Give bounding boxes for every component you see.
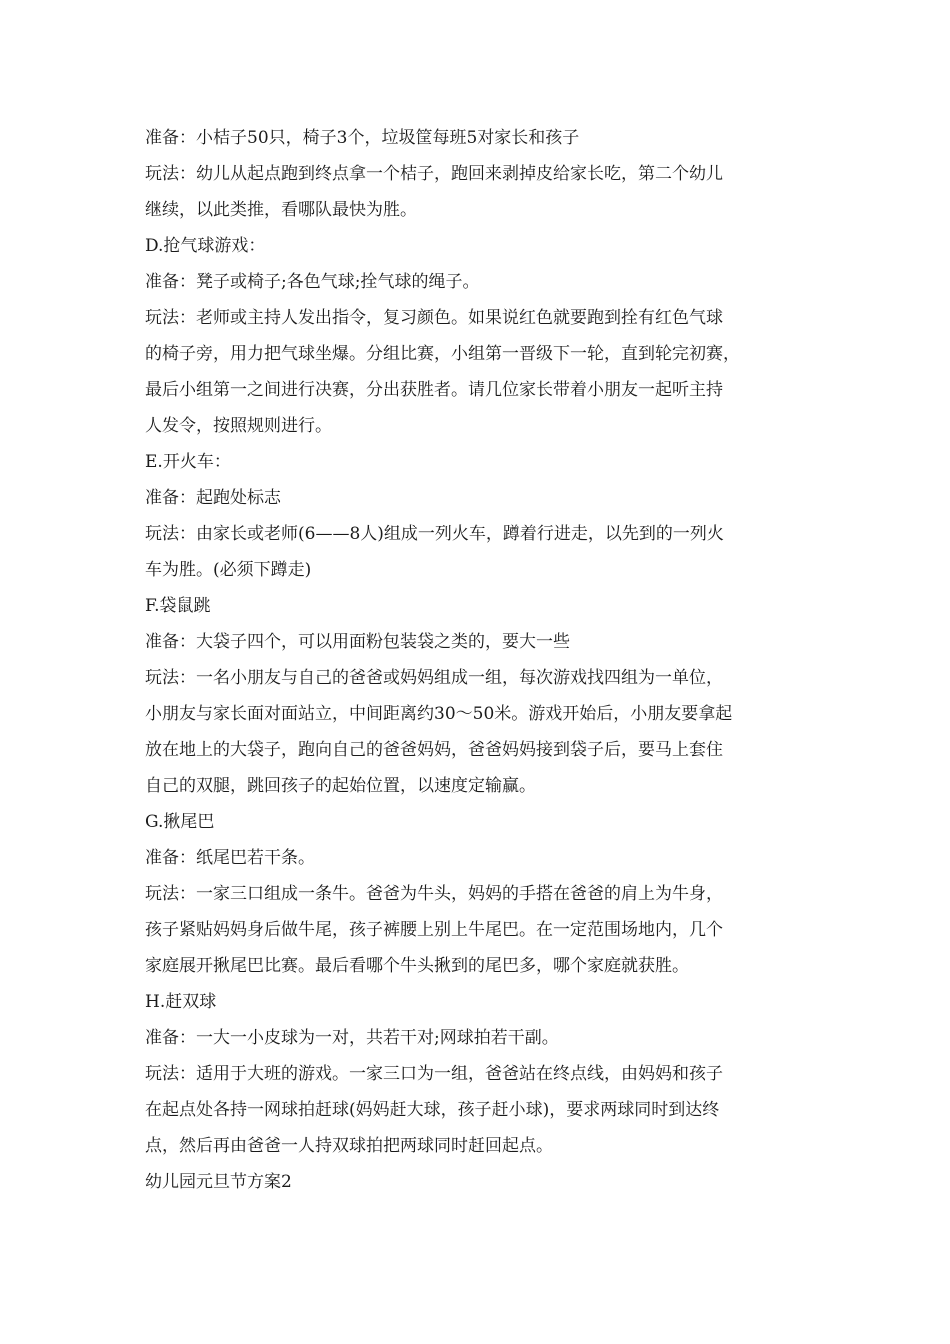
text-line: 放在地上的大袋子，跑向自己的爸爸妈妈，爸爸妈妈接到袋子后，要马上套住 <box>145 740 723 760</box>
text-line: 点，然后再由爸爸一人持双球拍把两球同时赶回起点。 <box>145 1136 553 1156</box>
text-line: 准备：一大一小皮球为一对，共若干对;网球拍若干副。 <box>145 1028 559 1048</box>
document-body <box>145 120 815 1200</box>
section-heading: G.揪尾巴 <box>145 812 215 832</box>
text-line: 小朋友与家长面对面站立，中间距离约30～50米。游戏开始后，小朋友要拿起 <box>145 704 733 724</box>
text-line: 家庭展开揪尾巴比赛。最后看哪个牛头揪到的尾巴多，哪个家庭就获胜。 <box>145 956 689 976</box>
text-line: 人发令，按照规则进行。 <box>145 416 332 436</box>
text-line: 玩法：老师或主持人发出指令，复习颜色。如果说红色就要跑到拴有红色气球 <box>145 308 723 328</box>
text-line: 玩法：适用于大班的游戏。一家三口为一组，爸爸站在终点线，由妈妈和孩子 <box>145 1064 723 1084</box>
text-line: 最后小组第一之间进行决赛，分出获胜者。请几位家长带着小朋友一起听主持 <box>145 380 723 400</box>
text-line: 准备：小桔子50只，椅子3个，垃圾筐每班5对家长和孩子 <box>145 128 580 148</box>
text-line: 孩子紧贴妈妈身后做牛尾，孩子裤腰上别上牛尾巴。在一定范围场地内，几个 <box>145 920 723 940</box>
text-line: 准备：纸尾巴若干条。 <box>145 848 315 868</box>
text-line: 准备：起跑处标志 <box>145 488 281 508</box>
text-line: 的椅子旁，用力把气球坐爆。分组比赛，小组第一晋级下一轮，直到轮完初赛， <box>145 344 740 364</box>
text-line: 继续，以此类推，看哪队最快为胜。 <box>145 200 417 220</box>
text-line: 自己的双腿，跳回孩子的起始位置，以速度定输赢。 <box>145 776 536 796</box>
text-line: 在起点处各持一网球拍赶球(妈妈赶大球，孩子赶小球)，要求两球同时到达终 <box>145 1100 720 1120</box>
text-line: 玩法：幼儿从起点跑到终点拿一个桔子，跑回来剥掉皮给家长吃，第二个幼儿 <box>145 164 723 184</box>
text-line: 准备：大袋子四个，可以用面粉包装袋之类的，要大一些 <box>145 632 570 652</box>
section-heading: F.袋鼠跳 <box>145 596 211 616</box>
text-line: 玩法：由家长或老师(6——8人)组成一列火车，蹲着行进走，以先到的一列火 <box>145 524 724 544</box>
text-line: 准备：凳子或椅子;各色气球;拴气球的绳子。 <box>145 272 480 292</box>
section-heading: E.开火车： <box>145 452 231 472</box>
section-heading: H.赶双球 <box>145 992 217 1012</box>
text-line: 玩法：一名小朋友与自己的爸爸或妈妈组成一组，每次游戏找四组为一单位， <box>145 668 723 688</box>
text-line: 车为胜。(必须下蹲走) <box>145 560 312 580</box>
section-heading: D.抢气球游戏： <box>145 236 266 256</box>
text-line: 玩法：一家三口组成一条牛。爸爸为牛头，妈妈的手搭在爸爸的肩上为牛身， <box>145 884 723 904</box>
section-heading: 幼儿园元旦节方案2 <box>145 1172 292 1192</box>
